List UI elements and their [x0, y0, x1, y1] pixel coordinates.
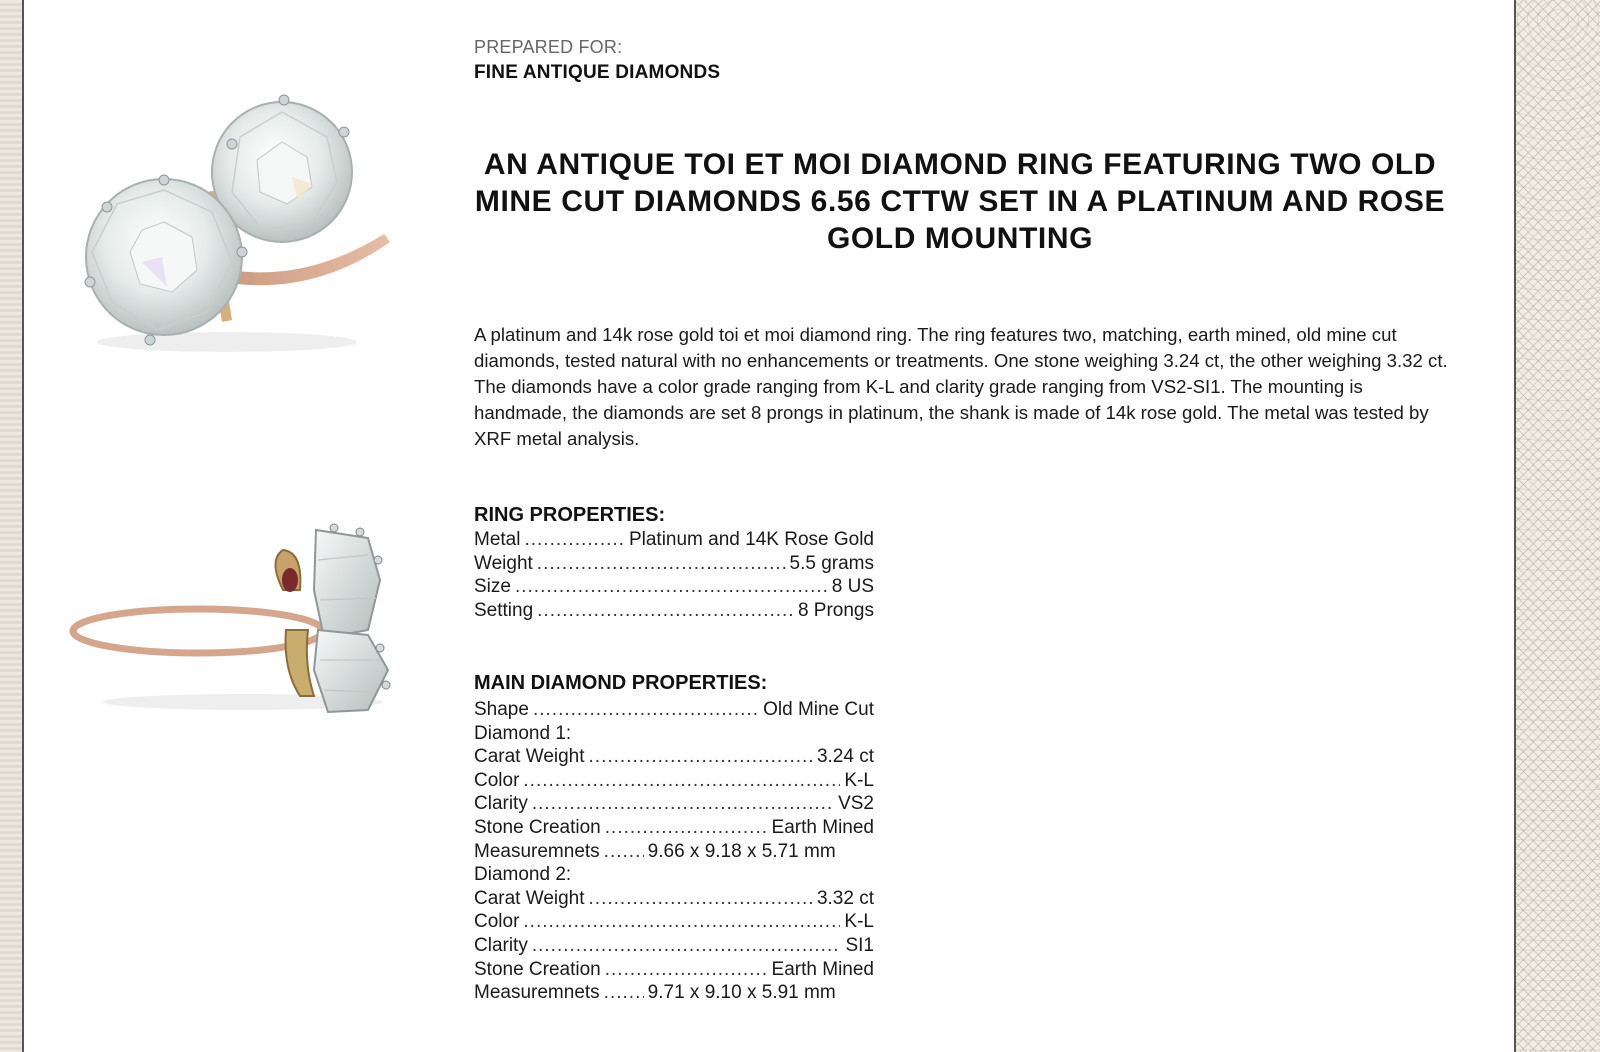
- property-value: K-L: [844, 769, 874, 791]
- property-label: Setting: [474, 599, 534, 621]
- property-label: Stone Creation: [474, 816, 601, 838]
- property-row-shape: [474, 699, 874, 723]
- property-value: 9.66 x 9.18 x 5.71 mm: [647, 840, 836, 862]
- property-value: 3.24 ct: [816, 746, 874, 768]
- property-value: K-L: [844, 911, 874, 933]
- dot-leader: [604, 982, 644, 1004]
- property-row-size: [474, 576, 874, 600]
- property-row-measurements: [474, 841, 874, 865]
- property-value: Earth Mined: [771, 816, 874, 838]
- property-label: Clarity: [474, 793, 528, 815]
- property-label: Clarity: [474, 934, 528, 956]
- property-row-color: [474, 770, 874, 794]
- property-value: 8 Prongs: [797, 599, 874, 621]
- dot-leader: [605, 817, 768, 839]
- property-row-setting: [474, 600, 874, 624]
- property-value: 8 US: [831, 576, 874, 598]
- property-label: Weight: [474, 552, 533, 574]
- property-label: Carat Weight: [474, 746, 585, 768]
- property-label: Shape: [474, 699, 529, 720]
- property-row-measurements: [474, 982, 874, 1006]
- property-value: SI1: [845, 934, 874, 956]
- dot-leader: [524, 529, 624, 551]
- property-label: Size: [474, 576, 511, 598]
- property-row-color: [474, 911, 874, 935]
- item-description: A platinum and 14k rose gold toi et moi diamond ring. The ring features two, matching, earth mined, old mine cut diamonds, tested natural with no enhancements or treatments. One stone weighing 3.24 ct, the other weighing 3.32 ct. The diamonds have a color grade ranging from K-L and clarity grade ranging from VS2-SI1. The mounting is handmade, the diamonds are set 8 prongs in platinum, the shank is made of 14k rose gold. The metal was tested by XRF metal analysis.: [474, 324, 1448, 449]
- property-row-stone-creation: [474, 817, 874, 841]
- property-label: Stone Creation: [474, 958, 601, 980]
- property-row-metal: [474, 529, 874, 553]
- property-row-stone-creation: [474, 959, 874, 983]
- property-row-clarity: [474, 935, 874, 959]
- dot-leader: [589, 888, 813, 910]
- property-label: Color: [474, 769, 520, 791]
- property-value: Platinum and 14K Rose Gold: [628, 529, 874, 550]
- decorative-guilloche-border: [1516, 0, 1600, 1052]
- property-label: Metal: [474, 529, 521, 550]
- property-value: Earth Mined: [771, 958, 874, 980]
- ring-top-view-image: [72, 92, 402, 367]
- prepared-for-name: FINE ANTIQUE DIAMONDS: [474, 62, 721, 83]
- dot-leader: [605, 959, 768, 981]
- certificate-title: AN ANTIQUE TOI ET MOI DIAMOND RING FEATURING TWO OLD MINE CUT DIAMONDS 6.56 CTTW SET IN A PLATINUM AND ROSE GOLD MOUNTING: [474, 148, 1446, 255]
- property-label: Measuremnets: [474, 840, 600, 862]
- diamond-properties-list: [474, 699, 874, 1006]
- property-row-weight: [474, 553, 874, 577]
- ring-properties-list: [474, 529, 874, 623]
- diamond-1-heading: Diamond 1:: [474, 722, 572, 744]
- dot-leader: [523, 911, 840, 933]
- property-value: 9.71 x 9.10 x 5.91 mm: [647, 982, 836, 1004]
- property-label: Color: [474, 911, 520, 933]
- dot-leader: [532, 935, 842, 957]
- property-label: Measuremnets: [474, 982, 600, 1004]
- dot-leader: [532, 793, 834, 815]
- property-value: 5.5 grams: [789, 552, 874, 574]
- left-edge-border: [0, 0, 22, 1052]
- dot-leader: [537, 600, 794, 622]
- dot-leader: [537, 553, 786, 575]
- property-row-carat-weight: [474, 888, 874, 912]
- property-value: Old Mine Cut: [763, 699, 874, 720]
- dot-leader: [589, 746, 813, 768]
- prepared-for-label: PREPARED FOR:: [474, 37, 623, 57]
- dot-leader: [515, 576, 828, 598]
- dot-leader: [533, 699, 759, 721]
- property-label: Carat Weight: [474, 887, 585, 909]
- ring-properties-heading: RING PROPERTIES:: [474, 504, 666, 526]
- property-row-clarity: [474, 793, 874, 817]
- ring-side-view-image: [68, 520, 438, 735]
- property-row-carat-weight: [474, 746, 874, 770]
- dot-leader: [523, 770, 840, 792]
- main-diamond-properties-heading: MAIN DIAMOND PROPERTIES:: [474, 672, 768, 694]
- property-value: 3.32 ct: [816, 887, 874, 909]
- dot-leader: [604, 841, 644, 863]
- property-value: VS2: [838, 793, 874, 815]
- diamond-2-heading: Diamond 2:: [474, 864, 572, 886]
